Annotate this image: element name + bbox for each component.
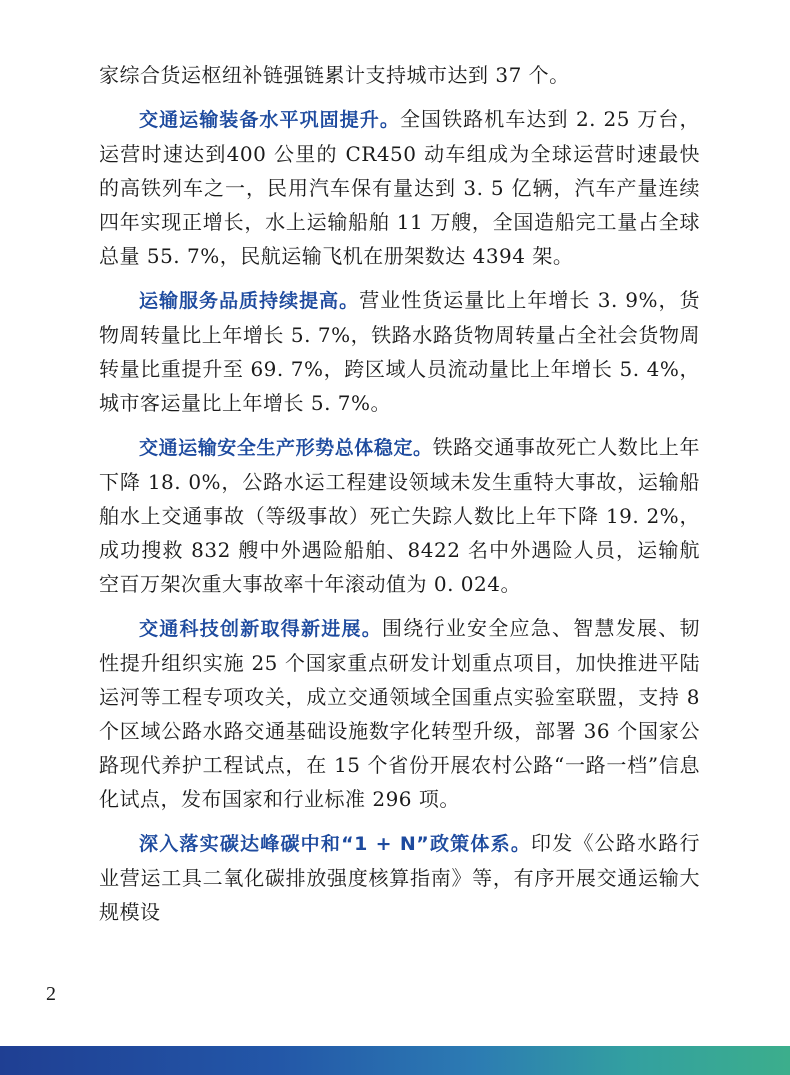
- paragraph-text: 铁路交通事故死亡人数比上年下降 18. 0%，公路水运工程建设领域未发生重特大事故，运输船舶水上交通事故（等级事故）死亡失踪人数比上年下降 19. 2%，成功搜救 832 艘中外遇险船舶、8422 名中外遇险人员，运输航空百万架次重大事故率十年滚动值为 0. 024。: [99, 435, 700, 596]
- paragraph-text: 家综合货运枢纽补链强链累计支持城市达到 37 个。: [99, 63, 570, 87]
- document-body: [99, 58, 700, 939]
- footer-gradient-bar: [0, 1046, 790, 1075]
- paragraph-technology: [99, 611, 700, 816]
- paragraph-text: 全国铁路机车达到 2. 25 万台，运营时速达到400 公里的 CR450 动车组成为全球运营时速最快的高铁列车之一，民用汽车保有量达到 3. 5 亿辆，汽车产量连续四年实现正增长，水上运输船舶 11 万艘，全国造船完工量占全球总量 55. 7%，民航运输飞机在册架数达 4394 架。: [99, 107, 700, 268]
- paragraph-text: 营业性货运量比上年增长 3. 9%，货物周转量比上年增长 5. 7%，铁路水路货物周转量占全社会货物周转量比重提升至 69. 7%，跨区域人员流动量比上年增长 5. 4%，城市客运量比上年增长 5. 7%。: [99, 288, 700, 415]
- paragraph-heading: 交通科技创新取得新进展。: [139, 618, 382, 640]
- page-number: 2: [46, 983, 56, 1005]
- paragraph-service-quality: [99, 283, 700, 420]
- paragraph-text: 围绕行业安全应急、智慧发展、韧性提升组织实施 25 个国家重点研发计划重点项目，加快推进平陆运河等工程专项攻关，成立交通领域全国重点实验室联盟，支持 8 个区域公路水路交通基础设施数字化转型升级，部署 36 个国家公路现代养护工程试点，在 15 个省份开展农村公路“一路一档”信息化试点，发布国家和行业标准 296 项。: [99, 616, 700, 811]
- paragraph-heading: 运输服务品质持续提高。: [139, 290, 360, 312]
- paragraph-safety: [99, 430, 700, 601]
- paragraph-text: 印发《公路水路行业营运工具二氧化碳排放强度核算指南》等，有序开展交通运输大规模设: [99, 831, 701, 924]
- paragraph-heading: 交通运输安全生产形势总体稳定。: [139, 437, 433, 459]
- paragraph-carbon: [99, 826, 700, 929]
- paragraph-continuation: [99, 58, 700, 92]
- paragraph-heading: 深入落实碳达峰碳中和“1 + N”政策体系。: [139, 833, 532, 855]
- paragraph-equipment: [99, 102, 700, 273]
- paragraph-heading: 交通运输装备水平巩固提升。: [139, 109, 400, 131]
